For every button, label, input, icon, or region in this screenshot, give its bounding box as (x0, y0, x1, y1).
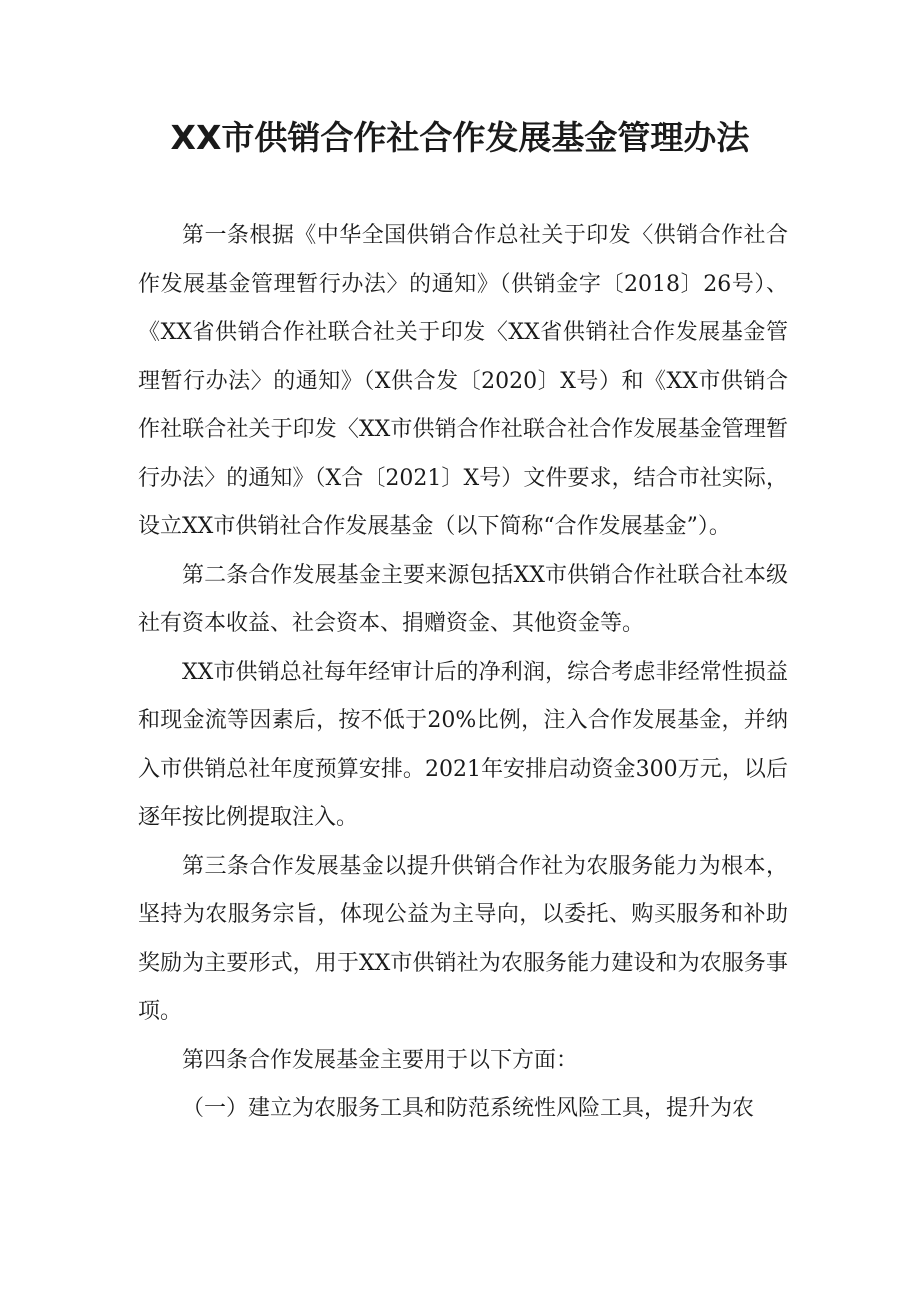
paragraph-article-2: 第二条合作发展基金主要来源包括XX市供销合作社联合社本级社有资本收益、社会资本、捐赠资金、其他资金等。 (138, 562, 788, 636)
paragraph-article-3: 第三条合作发展基金以提升供销合作社为农服务能力为根本，坚持为农服务宗旨，体现公益为主导向，以委托、购买服务和补助奖励为主要形式，用于XX市供销社为农服务能力建设和为农服务事项。 (138, 853, 788, 1024)
paragraph-article-1: 第一条根据《中华全国供销合作总社关于印发〈供销合作社合作发展基金管理暂行办法〉的通知》（供销金字〔2018〕26号）、《XX省供销合作社联合社关于印发〈XX省供销社合作发展基金管理暂行办法〉的通知》（X供合发〔2020〕X号）和《XX市供销合作社联合社关于印发〈XX市供销合作社联合社合作发展基金管理暂行办法〉的通知》（X合〔2021〕X号）文件要求，结合市社实际，设立XX市供销社合作发展基金（以下简称“合作发展基金”）。 (138, 223, 788, 539)
document-title: XX市供销合作社合作发展基金管理办法 (170, 118, 750, 157)
paragraph-item-1: （一）建立为农服务工具和防范系统性风险工具，提升为农 (182, 1096, 755, 1121)
paragraph-article-4: 第四条合作发展基金主要用于以下方面： (182, 1047, 579, 1073)
paragraph-net-profit: XX市供销总社每年经审计后的净利润，综合考虑非经常性损益和现金流等因素后，按不低于20%比例，注入合作发展基金，并纳入市供销总社年度预算安排。2021年安排启动资金300万元，以后逐年按比例提取注入。 (138, 659, 788, 830)
document-body (138, 212, 788, 1134)
